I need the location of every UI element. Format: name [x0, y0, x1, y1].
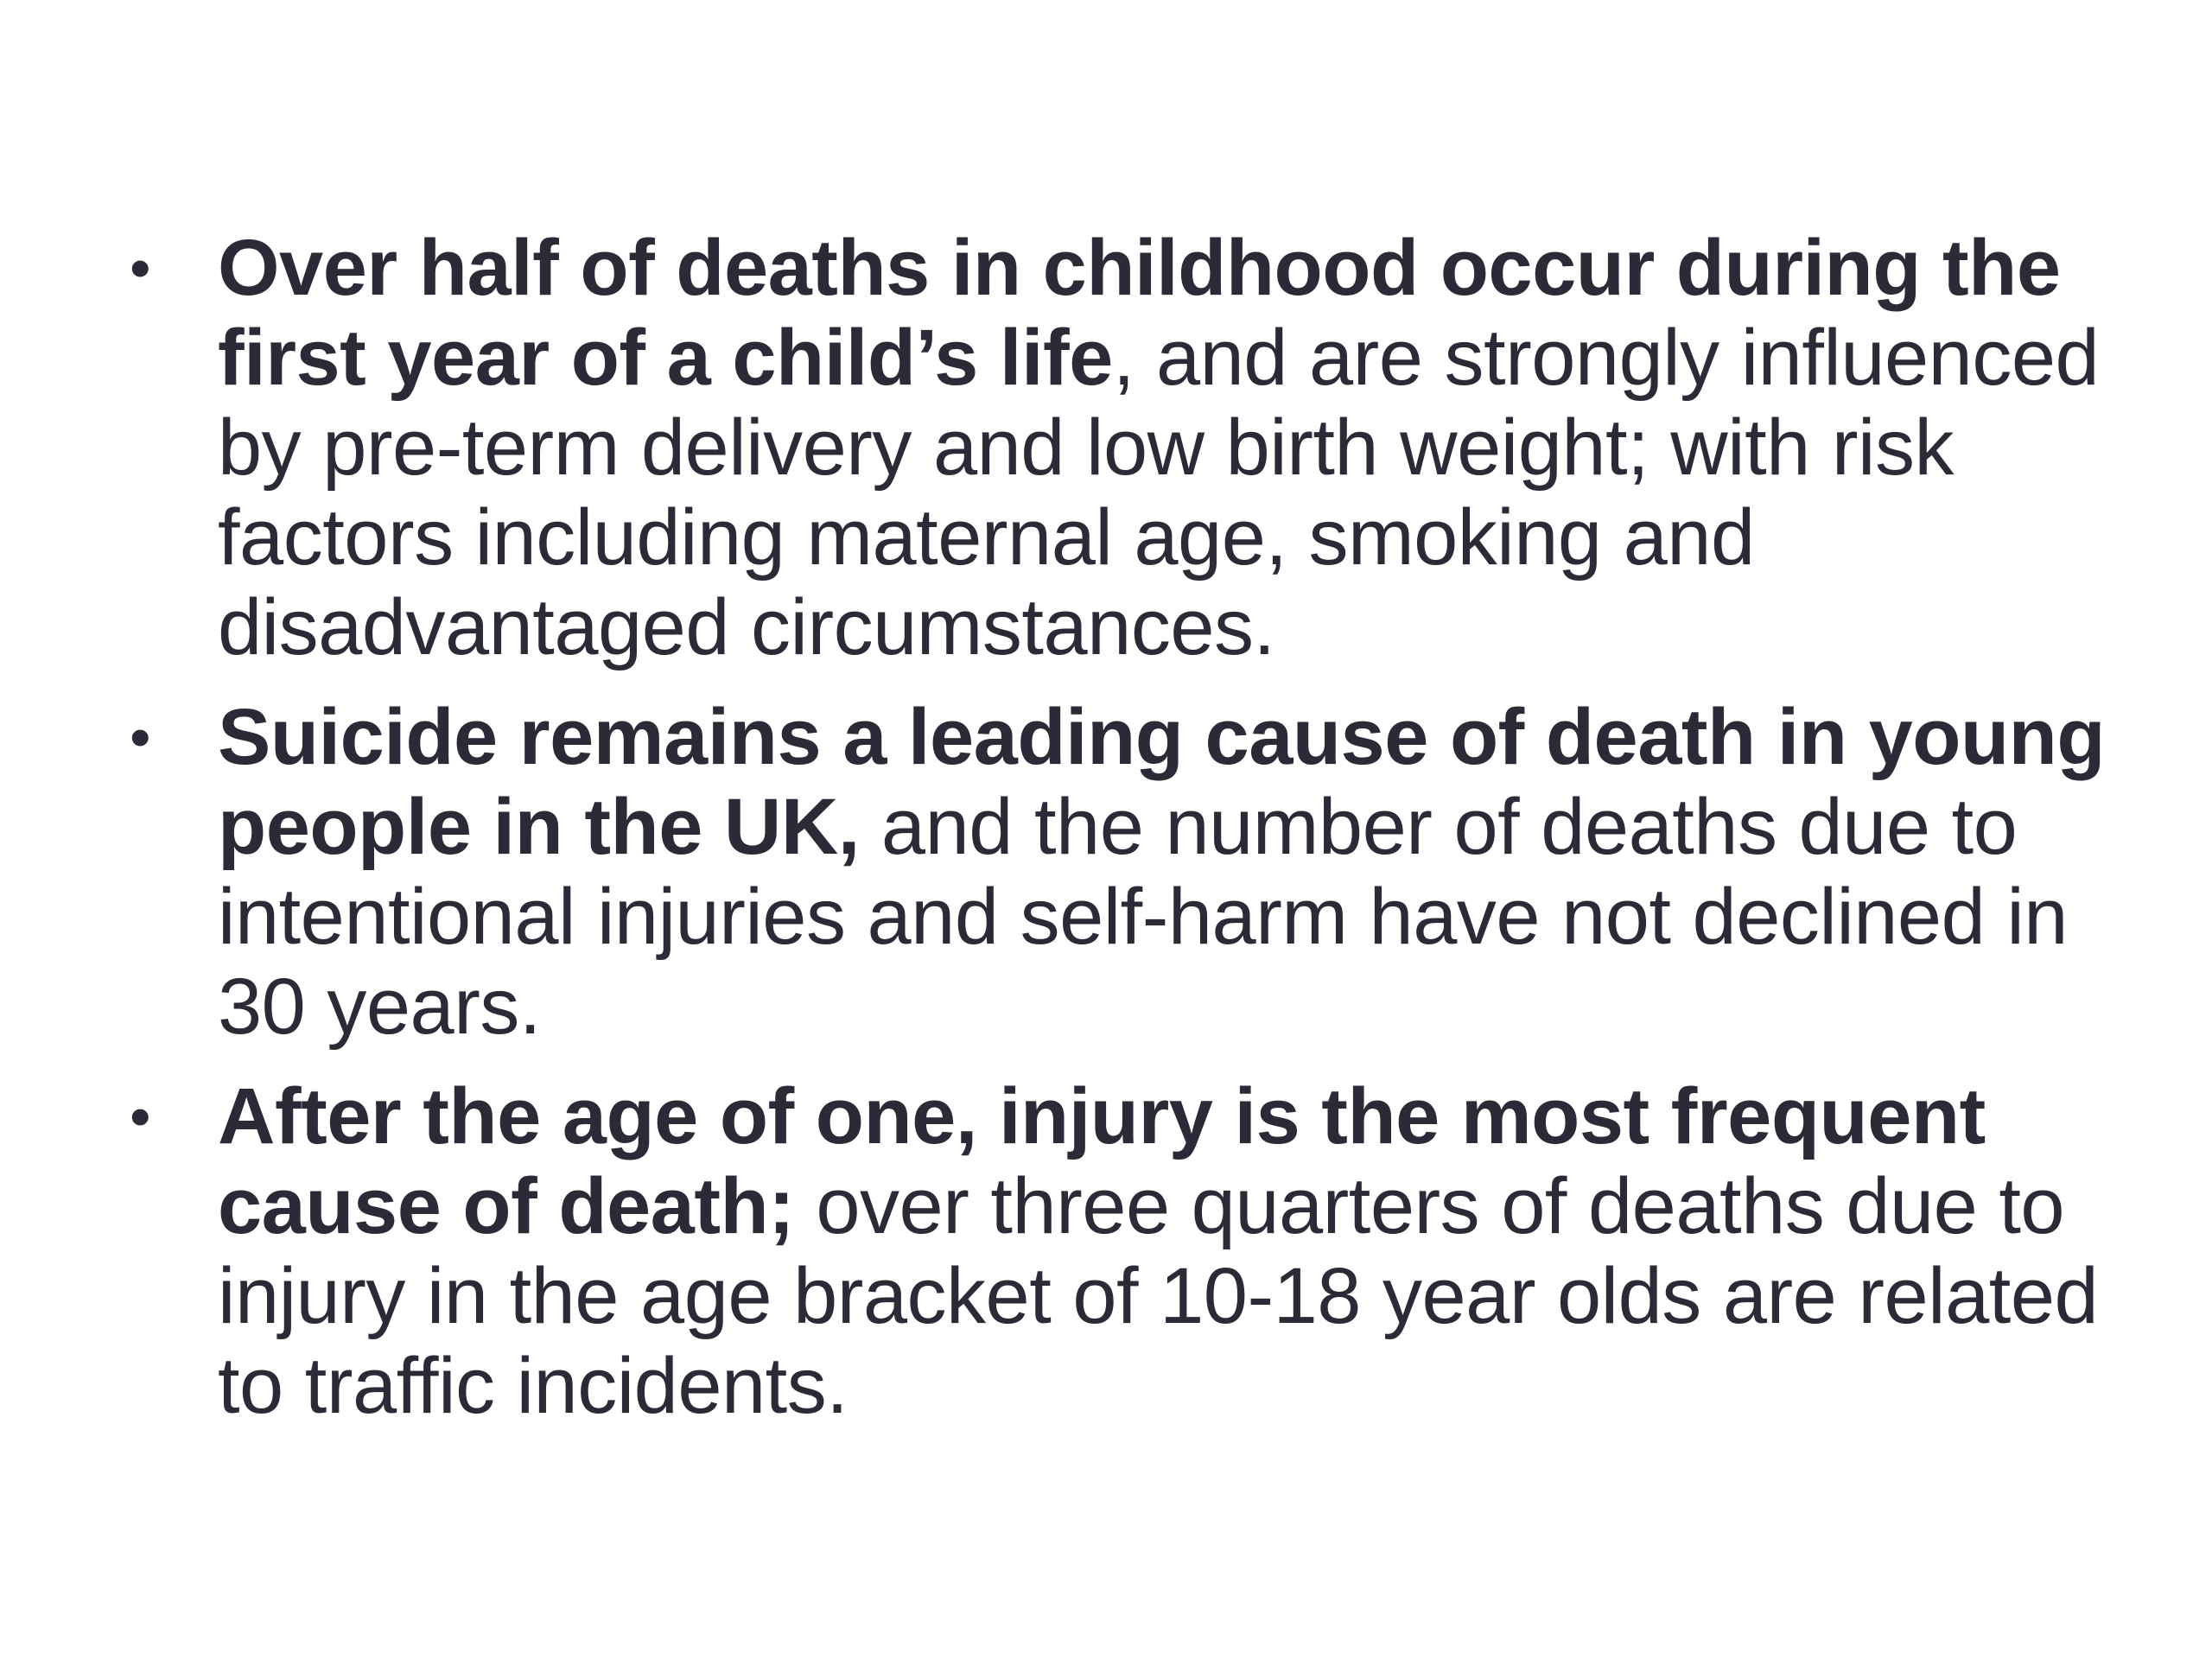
bullet-text: and the number of deaths due to intentional injuries and self-harm have not declined in 30 years. — [218, 783, 2068, 1051]
bullet-marker: • — [130, 703, 151, 771]
bullet-text: , and are strongly influenced by pre-term delivery and low birth weight; with risk factors including maternal age, smoking and disadvantaged circumstances. — [218, 314, 2100, 671]
bullet-item-infant-deaths — [130, 223, 2126, 672]
bullet-bold-text: Over half of deaths in childhood occur during the first year of a child’s life — [218, 224, 2061, 402]
bullet-item-suicide — [130, 692, 2126, 1052]
bullet-item-injury — [130, 1071, 2126, 1431]
bullet-bold-text: Suicide remains a leading cause of death in young people in the UK, — [218, 693, 2106, 871]
bullet-bold-text: After the age of one, injury is the most frequent cause of death; — [218, 1072, 1986, 1250]
bullet-marker: • — [130, 234, 151, 302]
bullet-list — [130, 223, 2126, 1451]
bullet-marker: • — [130, 1083, 151, 1150]
bullet-text: over three quarters of deaths due to injury in the age bracket of 10-18 year olds are related to traffic incidents. — [218, 1162, 2099, 1430]
